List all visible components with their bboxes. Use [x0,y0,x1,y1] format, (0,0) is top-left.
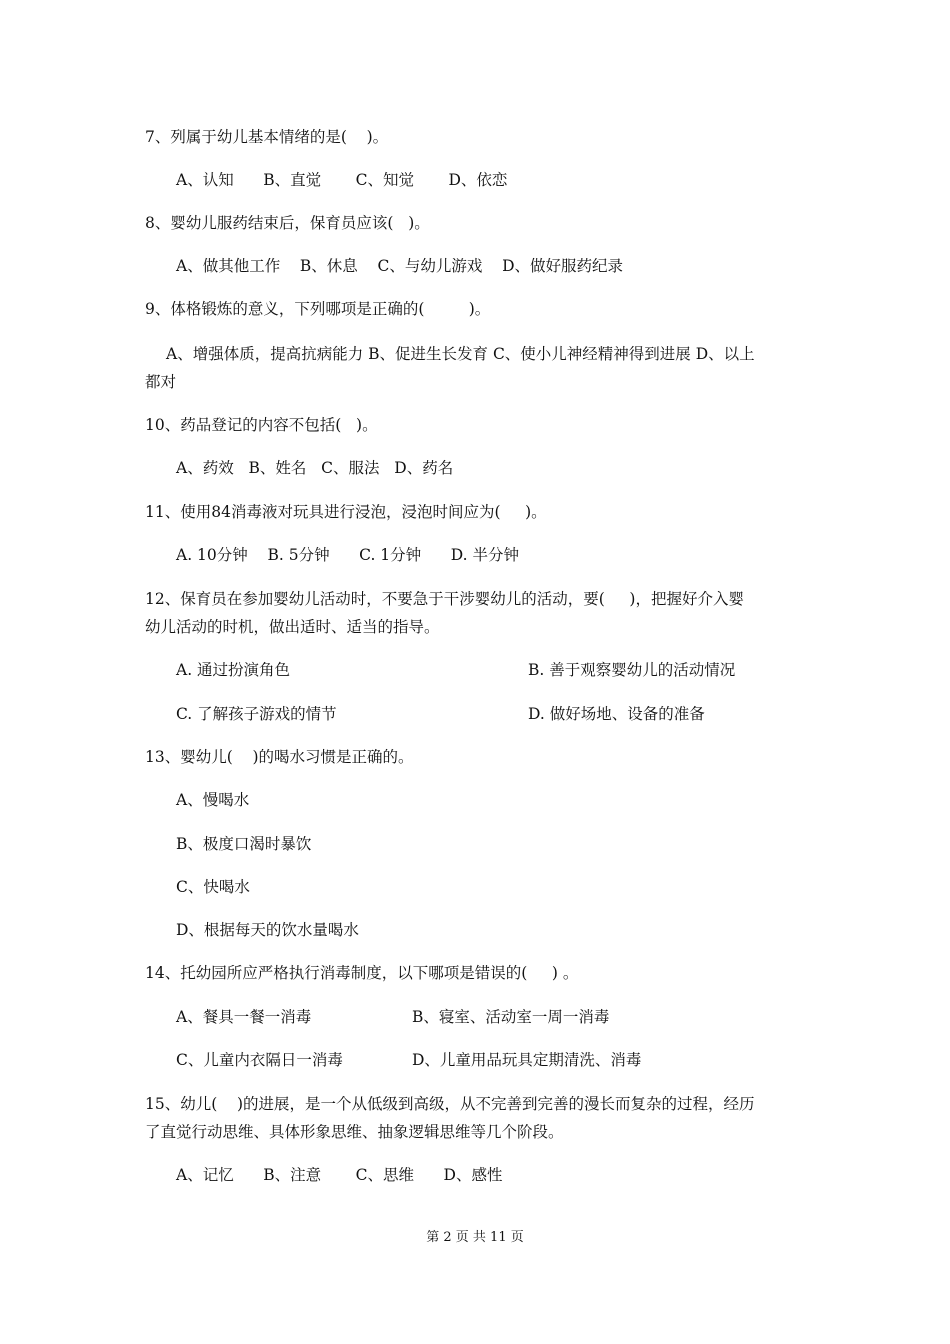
question-14-option-d: D、儿童用品玩具定期清洗、消毒 [412,1051,642,1069]
question-9-options-line2: 都对 [145,373,177,391]
question-14-option-b: B、寝室、活动室一周一消毒 [412,1008,610,1026]
question-14-option-a: A、餐具一餐一消毒 [176,1008,312,1026]
question-13-option-c: C、快喝水 [176,878,250,896]
question-14-stem: 14、托幼园所应严格执行消毒制度，以下哪项是错误的( ) 。 [145,964,579,982]
question-12-option-d: D. 做好场地、设备的准备 [528,705,705,723]
question-12-stem-line1: 12、保育员在参加婴幼儿活动时，不要急于干涉婴幼儿的活动，要( )，把握好介入婴 [145,590,744,608]
question-8-options: A、做其他工作 B、休息 C、与幼儿游戏 D、做好服药纪录 [176,257,623,275]
question-11-options: A. 10分钟 B. 5分钟 C. 1分钟 D. 半分钟 [176,546,519,564]
question-15-options: A、记忆 B、注意 C、思维 D、感性 [176,1166,503,1184]
question-9-stem: 9、体格锻炼的意义，下列哪项是正确的( )。 [145,300,491,318]
question-12-stem-line2: 幼儿活动的时机，做出适时、适当的指导。 [145,618,440,636]
question-13-option-a: A、慢喝水 [176,791,250,809]
question-15-stem-line1: 15、幼儿( )的进展，是一个从低级到高级，从不完善到完善的漫长而复杂的过程，经历 [145,1095,755,1113]
question-12-option-b: B. 善于观察婴幼儿的活动情况 [528,661,736,679]
question-7-stem: 7、列属于幼儿基本情绪的是( )。 [145,128,389,146]
question-12-option-c: C. 了解孩子游戏的情节 [176,705,337,723]
question-7-options: A、认知 B、直觉 C、知觉 D、依恋 [176,171,508,189]
question-10-options: A、药效 B、姓名 C、服法 D、药名 [176,459,454,477]
question-13-option-d: D、根据每天的饮水量喝水 [176,921,359,939]
question-14-option-c: C、儿童内衣隔日一消毒 [176,1051,343,1069]
question-15-stem-line2: 了直觉行动思维、具体形象思维、抽象逻辑思维等几个阶段。 [145,1123,564,1141]
question-11-stem: 11、使用84消毒液对玩具进行浸泡，浸泡时间应为( )。 [145,503,547,521]
page-number-footer: 第 2 页 共 11 页 [426,1230,524,1245]
question-8-stem: 8、婴幼儿服药结束后，保育员应该( )。 [145,214,430,232]
question-13-option-b: B、极度口渴时暴饮 [176,835,312,853]
question-10-stem: 10、药品登记的内容不包括( )。 [145,416,378,434]
question-12-option-a: A. 通过扮演角色 [176,661,291,679]
question-13-stem: 13、婴幼儿( )的喝水习惯是正确的。 [145,748,414,766]
question-9-options-line1: A、增强体质，提高抗病能力 B、促进生长发育 C、使小儿神经精神得到进展 D、以上 [166,345,755,363]
